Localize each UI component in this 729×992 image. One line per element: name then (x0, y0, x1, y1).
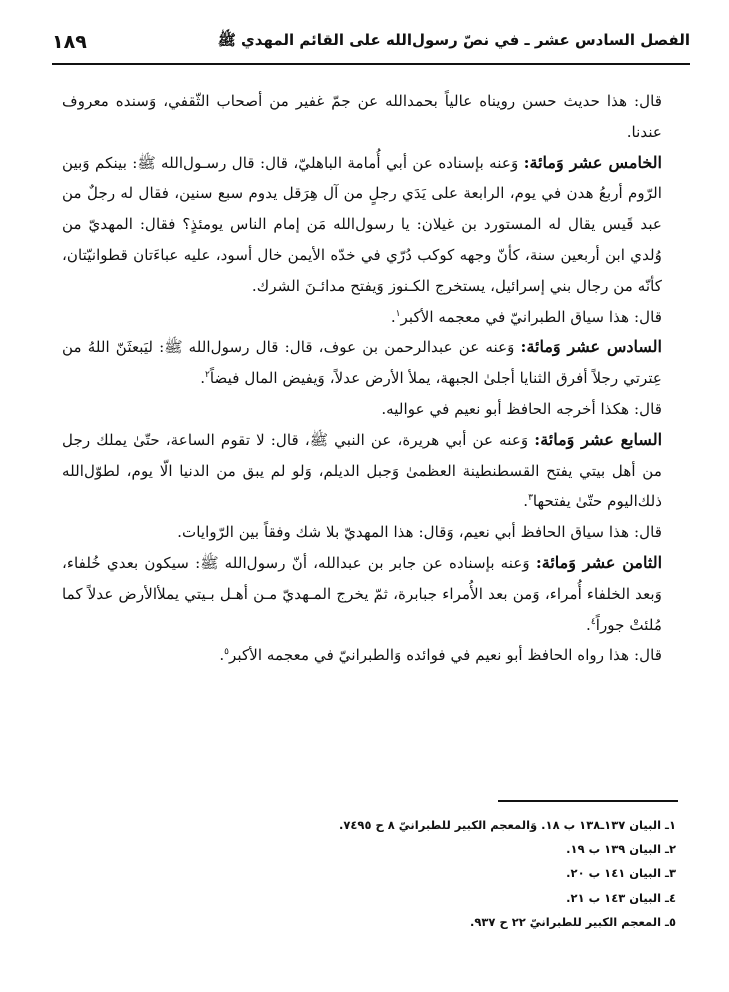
hadith-116: السادس عشر وَمائة: وَعنه عن عبدالرحمن بن عوف، قال: قال رسول‌الله ﷺ: ليَبعثَنّ اللهُ من عِترتي رجلاً أفرق الثنايا أجلىٰ الجبهة، يملأ الأرض عدلاً، وَيفيض المال فيضاً$^٢$. (62, 337, 663, 388)
footnotes (120, 813, 676, 934)
footnote-marker: ١ (395, 308, 401, 319)
hadith-117: السابع عشر وَمائة: وَعنه عن أبي هريرة، عن النبي ﷺ، قال: لا تقوم الساعة، حتّىٰ يملك رجل من أهل بيتي يفتح القسطنطينة العظمىٰ وَجبل الديلم، وَلو لم يبق من الدنيا الّا يوم، لطوّل‌الله ذلك‌اليوم حتّىٰ يفتحها$^٣$. (62, 429, 663, 511)
footnote: ٣ـ البيان ١٤١ ب ٢٠. (566, 866, 676, 881)
footnote: ١ـ البيان ١٣٧ـ١٣٨ ب ١٨. وَالمعجم الكبير للطبرانيّ ٨ ح ٧٤٩٥. (339, 818, 676, 832)
header-rule (52, 63, 690, 65)
footnote-marker: ٤ (590, 616, 596, 627)
footnote: ٤ـ البيان ١٤٣ ب ٢١. (566, 890, 676, 905)
paragraph-3: قال: هذا سياق الطبرانيّ في معجمه الأكبر$^١$. (390, 307, 662, 326)
page-number: ١٨٩ (52, 31, 87, 53)
footnote-marker: ٥ (224, 647, 230, 658)
paragraph-7: قال: هذا سياق الحافظ أبي نعيم، وَقال: هذا المهديّ بلا شك وفقاً بين الرّوايات. (177, 523, 662, 542)
running-header (52, 26, 690, 58)
footnote: ٥ـ المعجم الكبير للطبرانيّ ٢٢ ح ٩٣٧. (470, 914, 676, 929)
hadith-heading: السادس عشر وَمائة: (520, 337, 663, 357)
hadith-118: الثامن عشر وَمائة: وَعنه بإسناده عن جابر بن عبدالله، أنّ رسول‌الله ﷺ: سيكون بعدي خُلفاء، وَبعد الخلفاء أُمراء، وَمن بعد الأُمراء جبابرة، ثمّ يخرج المـهديّ مـن أهـل بـيتي يملأالأرض عدلاً كما مُلئتْ جوراً$^٤$. (62, 552, 663, 634)
footnote-marker: ٣ (528, 493, 533, 504)
paragraph-text: قال: هذا رواه الحافظ أبو نعيم في فوائده وَالطبرانيّ في معجمه الأكبر (229, 646, 662, 665)
paragraph-1: قال: هذا حديث حسن رويناه عالياً بحمدالله عن جمّ غفير من أصحاب الثّقفي، وَسنده معروف عندنا. (62, 92, 662, 141)
footnote-marker: ٢ (205, 370, 210, 381)
footnote: ٢ـ البيان ١٣٩ ب ١٩. (566, 842, 676, 857)
paragraph-5: قال: هكذا أخرجه الحافظ أبو نعيم في عواليه. (381, 399, 662, 418)
hadith-heading: الخامس عشر وَمائة: (523, 152, 662, 172)
hadith-heading: السابع عشر وَمائة: (534, 429, 663, 449)
paragraph-text: قال: هذا سياق الطبرانيّ في معجمه الأكبر (400, 307, 662, 326)
main-text (62, 86, 678, 671)
paragraph-9: قال: هذا رواه الحافظ أبو نعيم في فوائده وَالطبرانيّ في معجمه الأكبر$^٥$. (219, 646, 662, 665)
chapter-title: الفصل السادس عشر ـ في نصّ رسول‌الله على القائم المهدي ﷺ (217, 31, 690, 49)
hadith-text: وَعنه بإسناده عن أبي أُمامة الباهليّ، قال: قال رسـول‌الله ﷺ: بينكم وَبين الرّوم أربعُ هدن في يوم، الرابعة على يَدَي رجلٍ من آل هِرَقل يدوم سبع سنين، فقال له رجلٌ من عبد قَيس يقال له المستورد بن غيلان: يا رسول‌الله مَن إمام الناس يومئذٍ؟ فقال: المهديّ من وُلدي ابن أربعين سنة، كأنّ وجهه كوكب دُرّي في خدّه الأيمن خال أسود، عليه عباءَتان قطوانيّتان، كأنّه من رجال بني إسرائيل، يستخرج الكـنوز وَيفتح مدائـنَ الشرك. (62, 153, 662, 295)
hadith-text: وَعنه عن أبي هريرة، عن النبي ﷺ، قال: لا تقوم الساعة، حتّىٰ يملك رجل من أهل بيتي يفتح القسطنطينة العظمىٰ وَجبل الديلم، وَلو لم يبق من الدنيا الّا يوم، لطوّل‌الله ذلك‌اليوم حتّىٰ يفتحها (62, 430, 662, 511)
hadith-text: وَعنه بإسناده عن جابر بن عبدالله، أنّ رسول‌الله ﷺ: سيكون بعدي خُلفاء، وَبعد الخلفاء أُمراء، وَمن بعد الأُمراء جبابرة، ثمّ يخرج المـهديّ مـن أهـل بـيتي يملأالأرض عدلاً كما مُلئتْ جوراً (62, 553, 662, 634)
hadith-heading: الثامن عشر وَمائة: (535, 552, 663, 572)
hadith-115 (62, 148, 678, 302)
hadith-text: وَعنه عن عبدالرحمن بن عوف، قال: قال رسول‌الله ﷺ: ليَبعثَنّ اللهُ من عِترتي رجلاً أفرق الثنايا أجلىٰ الجبهة، يملأ الأرض عدلاً، وَيفيض المال فيضاً (62, 338, 662, 388)
footnote-rule (498, 800, 678, 802)
